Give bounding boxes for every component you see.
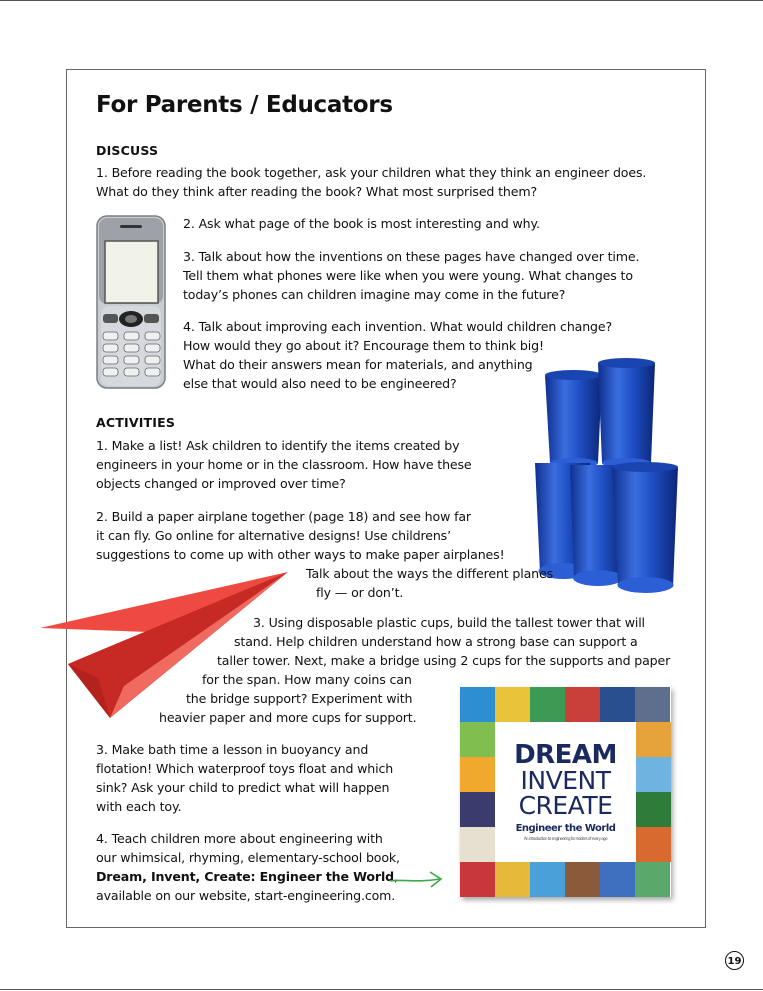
- book-cover-image: [460, 687, 671, 897]
- cover-subtitle: Engineer the World: [515, 823, 616, 834]
- activity-5-line: [96, 867, 398, 886]
- activity-2-line: fly — or don’t.: [316, 585, 404, 600]
- activity-1-line: 1. Make a list! Ask children to identify the items created by: [96, 438, 460, 453]
- page-title: For Parents / Educators: [96, 92, 393, 118]
- activity-5-line: available on our website, start-engineering.com.: [96, 888, 396, 903]
- discuss-item-4-line: 4. Talk about improving each invention. What would children change?: [183, 319, 613, 334]
- arrow-right-icon: [388, 868, 446, 892]
- discuss-item-4-line: else that would also need to be engineered?: [183, 376, 457, 391]
- discuss-item-1-line: What do they think after reading the book? What most surprised them?: [96, 184, 537, 199]
- cover-title-dream: DREAM: [514, 740, 617, 770]
- bottom-rule: [0, 989, 763, 990]
- activity-4-line: flotation! Which waterproof toys float and which: [96, 761, 394, 776]
- cell-phone-image: [94, 214, 168, 390]
- discuss-item-4-line: What do their answers mean for materials, and anything: [183, 357, 533, 372]
- discuss-item-3-line: 3. Talk about how the inventions on these pages have changed over time.: [183, 249, 640, 264]
- discuss-item-1-line: 1. Before reading the book together, ask your children what they think an engineer does.: [96, 165, 647, 180]
- activity-3-line: for the span. How many coins can: [202, 672, 412, 687]
- activity-2-line: it can fly. Go online for alternative designs! Use childrens’: [96, 528, 451, 543]
- discuss-item-2-line: 2. Ask what page of the book is most interesting and why.: [183, 216, 540, 231]
- activity-2-line: 2. Build a paper airplane together (page 18) and see how far: [96, 509, 471, 524]
- activity-4-line: sink? Ask your child to predict what will happen: [96, 780, 390, 795]
- activity-3-line: stand. Help children understand how a strong base can support a: [234, 634, 638, 649]
- cover-tagline: An introduction to engineering for readers of every age: [523, 836, 608, 841]
- discuss-item-4-line: How would they go about it? Encourage them to think big!: [183, 338, 544, 353]
- plastic-cups-image: [530, 355, 685, 595]
- activity-3-line: heavier paper and more cups for support.: [159, 710, 417, 725]
- activity-1-line: engineers in your home or in the classroom. How have these: [96, 457, 472, 472]
- activity-2-line: suggestions to come up with other ways to make paper airplanes!: [96, 547, 505, 562]
- activity-4-line: with each toy.: [96, 799, 182, 814]
- activity-2-line: Talk about the ways the different planes: [306, 566, 554, 581]
- activity-4-line: 3. Make bath time a lesson in buoyancy and: [96, 742, 369, 757]
- activity-5-line: 4. Teach children more about engineering with: [96, 831, 383, 846]
- activity-3-line: the bridge support? Experiment with: [186, 691, 413, 706]
- activities-heading: ACTIVITIES: [96, 415, 176, 430]
- activity-3-line: taller tower. Next, make a bridge using 2 cups for the supports and paper: [217, 653, 671, 668]
- activity-5-line: our whimsical, rhyming, elementary-school book,: [96, 850, 400, 865]
- activity-1-line: objects changed or improved over time?: [96, 476, 346, 491]
- discuss-item-3-line: today’s phones can children imagine may come in the future?: [183, 287, 566, 302]
- page-number: 19: [725, 951, 744, 970]
- top-rule: [0, 0, 763, 1]
- activity-3-line: 3. Using disposable plastic cups, build the tallest tower that will: [253, 615, 645, 630]
- cover-title-invent: INVENT: [520, 766, 611, 795]
- discuss-heading: DISCUSS: [96, 143, 159, 158]
- book-title: Dream, Invent, Create: Engineer the World: [96, 869, 394, 884]
- book-cover-title-block: [495, 722, 636, 862]
- book-title-comma: ,: [393, 869, 398, 884]
- discuss-item-3-line: Tell them what phones were like when you were young. What changes to: [183, 268, 633, 283]
- cover-title-create: CREATE: [518, 791, 613, 820]
